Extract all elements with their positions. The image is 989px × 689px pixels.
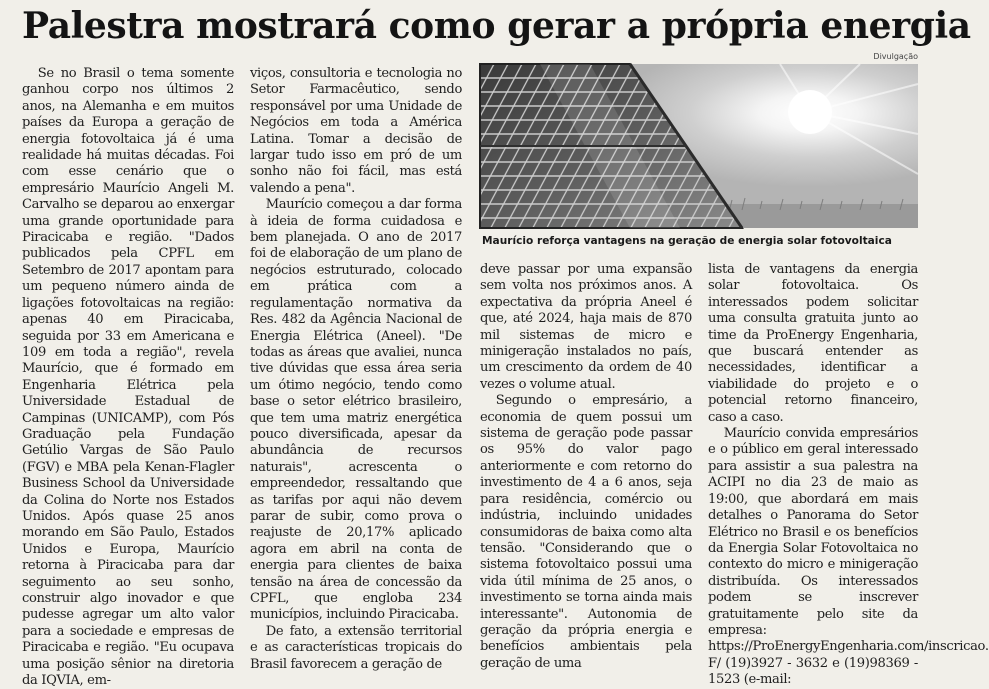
photo-credit: Divulgação	[873, 52, 918, 61]
paragraph: deve passar por uma expansão sem volta nos próximos anos. A expectativa da própria Aneel é que, até 2024, haja mais de 870 mil sistemas de micro e minigeração instalados no país, um crescimento da ordem de 40 vezes o volume atual.	[480, 262, 692, 392]
paragraph: Maurício começou a dar forma à ideia de forma cuidadosa e bem planejada. O ano de 2017 foi de elaboração de um plano de negócios estruturado, colocado em prática com a regulamentação normativa da Res. 482 da Agência Nacional de Energia Elétrica (Aneel). "De todas as áreas que avaliei, nunca tive dúvidas que essa área seria um ótimo negócio, tendo como base o setor elétrico brasileiro, que tem uma matriz energética pouco diversificada, apesar da abundância de recursos naturais", acrescenta o empreendedor, ressaltando que as tarifas por aqui não devem parar de subir, como prova o reajuste de 20,17% aplicado agora em abril na conta de energia para clientes de baixa tensão na área de concessão da CPFL, que engloba 234 municípios, incluindo Piracicaba.	[250, 197, 462, 623]
solar-panel-illustration	[480, 64, 918, 228]
article-column-3	[480, 262, 692, 671]
paragraph: lista de vantagens da energia solar fotovoltaica. Os interessados podem solicitar uma consulta gratuita junto ao time da ProEnergy Engenharia, que buscará entender as necessidades, identificar a viabilidade do projeto e o potencial retorno financeiro, caso a caso.	[708, 262, 918, 425]
paragraph: viços, consultoria e tecnologia no Setor Farmacêutico, sendo responsável por uma Unidade de Negócios em toda a América Latina. Tomar a decisão de largar tudo isso em pró de um sonho não foi fácil, mas está valendo a pena".	[250, 66, 462, 196]
article-column-4	[708, 262, 989, 688]
article-column-1	[22, 66, 234, 689]
paragraph: De fato, a extensão territorial e as características tropicais do Brasil favorecem a geração de	[250, 623, 462, 672]
paragraph: Maurício convida empresários e o público em geral interessado para assistir a sua palestra na ACIPI no dia 23 de maio as 19:00, que abordará em mais detalhes o Panorama do Setor Elétrico no Brasil e os benefícios da Energia Solar Fotovoltaica no contexto do micro e minigeração distribuída. Os interessados podem se inscrever gratuitamente pelo site da empresa: https://ProEnergyEngenharia.com/inscricao. F/ (19)3927 - 3632 e (19)98369 - 1523 (e-mail:	[708, 426, 989, 688]
solar-panel-photo	[480, 64, 918, 228]
paragraph: Se no Brasil o tema somente ganhou corpo nos últimos 2 anos, na Alemanha e em muitos países da Europa a geração de energia fotovoltaica já é uma realidade há muitas décadas. Foi com esse cenário que o empresário Maurício Angeli M. Carvalho se deparou ao enxergar uma grande oportunidade para Piracicaba e região. "Dados publicados pela CPFL em Setembro de 2017 apontam para um pequeno número ainda de ligações fotovoltaicas na região: apenas 40 em Piracicaba, seguida por 33 em Americana e 109 em toda a região", revela Maurício, que é formado em Engenharia Elétrica pela Universidade Estadual de Campinas (UNICAMP), com Pós Graduação pela Fundação Getúlio Vargas de São Paulo (FGV) e MBA pela Kenan-Flagler Business School da Universidade da Colina do Norte nos Estados Unidos. Após quase 25 anos morando em São Paulo, Estados Unidos e Europa, Maurício retorna à Piracicaba para dar seguimento ao seu sonho, construir algo inovador e que pudesse agregar um alto valor para a sociedade e empresas de Piracicaba e região. "Eu ocupava uma posição sênior na diretoria da IQVIA, em-	[22, 66, 234, 689]
paragraph: Segundo o empresário, a economia de quem possui um sistema de geração pode passar os 95% do valor pago anteriormente e com retorno do investimento de 4 a 6 anos, seja para residência, comércio ou indústria, incluindo unidades consumidoras de baixa como alta tensão. "Considerando que o sistema fotovoltaico possui uma vida útil mínima de 25 anos, o investimento se torna ainda mais interessante". Autonomia de geração da própria energia e benefícios ambientais pela geração de uma	[480, 393, 692, 671]
photo-caption: Maurício reforça vantagens na geração de energia solar fotovoltaica	[482, 235, 892, 247]
headline: Palestra mostrará como gerar a própria energia	[22, 5, 971, 47]
article-column-2	[250, 66, 462, 672]
